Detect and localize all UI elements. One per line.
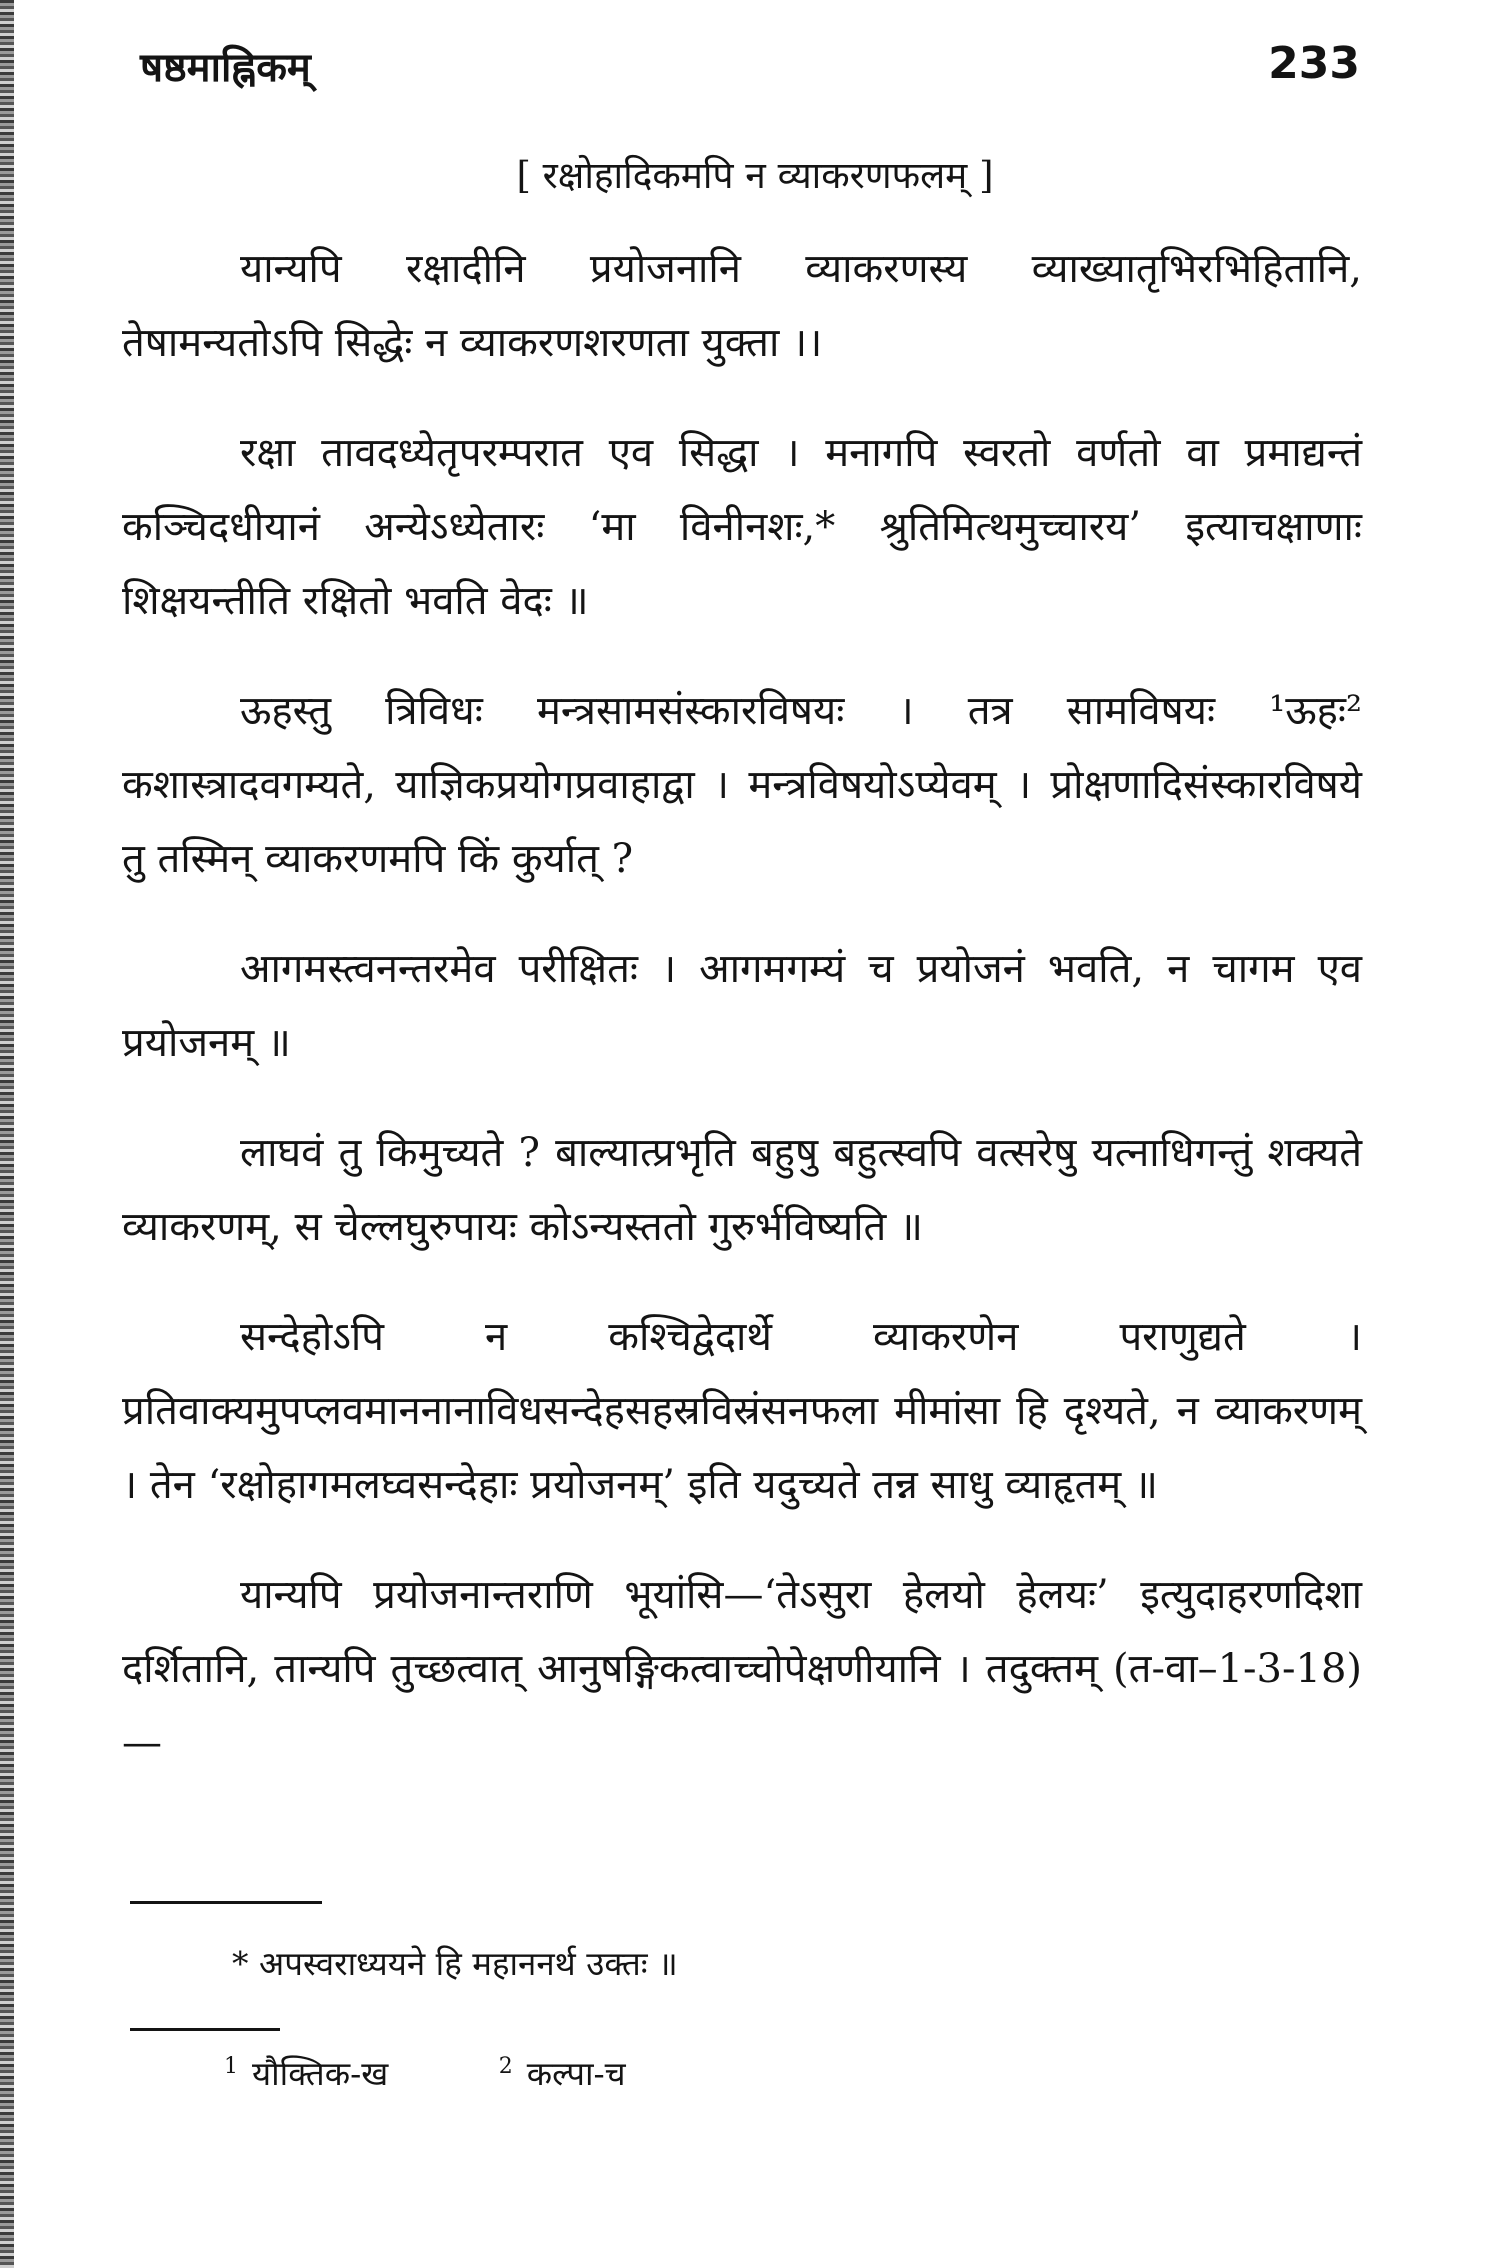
variant-text: यौक्तिक-ख — [252, 2054, 389, 2093]
paragraph: सन्देहोऽपि न कश्चिद्वेदार्थे व्याकरणेन पराणुद्यते । प्रतिवाक्यमुपप्लवमाननानाविधसन्देहसहस्रविस्रंसनफला मीमांसा हि दृश्यते, न व्याकरणम् । तेन ‘रक्षोहागमलघ्वसन्देहाः प्रयोजनम्’ इति यदुच्यते तन्न साधु व्याहृतम् ॥ — [122, 1314, 1362, 1508]
scan-binding-edge — [0, 0, 14, 2268]
paragraph: आगमस्त्वनन्तरमेव परीक्षितः । आगमगम्यं च प्रयोजनं भवति, न चागम एव प्रयोजनम् ॥ — [122, 946, 1362, 1066]
variant-reading — [499, 2054, 626, 2093]
paragraph: रक्षा तावदध्येतृपरम्परात एव सिद्धा । मनागपि स्वरतो वर्णतो वा प्रमाद्यन्तं कञ्चिदधीयानं अन्येऽध्येतारः ‘मा विनीनशः,* श्रुतिमित्थमुच्चारय’ इत्याचक्षाणाः शिक्षयन्तीति रक्षितो भवति वेदः ॥ — [122, 430, 1362, 624]
variant-readings — [224, 2050, 726, 2095]
footnote-mark: 2 — [498, 2054, 513, 2079]
section-heading: [ रक्षोहादिकमपि न व्याकरणफलम् ] — [516, 154, 994, 197]
footnote-divider — [130, 1901, 322, 1904]
page-number: 233 — [1268, 38, 1360, 89]
paragraph: ऊहस्तु त्रिविधः मन्त्रसामसंस्कारविषयः । तत्र सामविषयः ¹ऊहः² कशास्त्रादवगम्यते, याज्ञिकप्रयोगप्रवाहाद्वा । मन्त्रविषयोऽप्येवम् । प्रोक्षणादिसंस्कारविषये तु तस्मिन् व्याकरणमपि किं कुर्यात् ? — [122, 688, 1362, 882]
paragraph: यान्यपि रक्षादीनि प्रयोजनानि व्याकरणस्य व्याख्यातृभिरभिहितानि, तेषामन्यतोऽपि सिद्धेः न व्याकरणशरणता युक्ता ।। — [122, 246, 1362, 366]
footnote-star: * अपस्वराध्ययने हि महाननर्थ उक्तः ॥ — [232, 1944, 678, 1983]
variants-divider — [130, 2028, 280, 2031]
paragraph: लाघवं तु किमुच्यते ? बाल्यात्प्रभृति बहुषु बहुत्स्वपि वत्सरेषु यत्नाधिगन्तुं शक्यते व्याकरणम्, स चेल्लघुरुपायः कोऽन्यस्ततो गुरुर्भविष्यति ॥ — [122, 1130, 1362, 1250]
footnote-mark: 1 — [224, 2054, 238, 2079]
page-header — [140, 38, 1360, 98]
variant-reading — [224, 2054, 399, 2093]
running-head: षष्ठमाह्निकम् — [140, 44, 311, 91]
paragraph: यान्यपि प्रयोजनान्तराणि भूयांसि—‘तेऽसुरा हेलयो हेलयः’ इत्युदाहरणदिशा दर्शितानि, तान्यपि तुच्छत्वात् आनुषङ्गिकत्वाच्चोपेक्षणीयानि । तदुक्तम् (त-वा–1-3-18)— — [122, 1572, 1362, 1766]
variant-text: कल्पा-च — [526, 2054, 626, 2093]
body-text — [122, 232, 1362, 1816]
